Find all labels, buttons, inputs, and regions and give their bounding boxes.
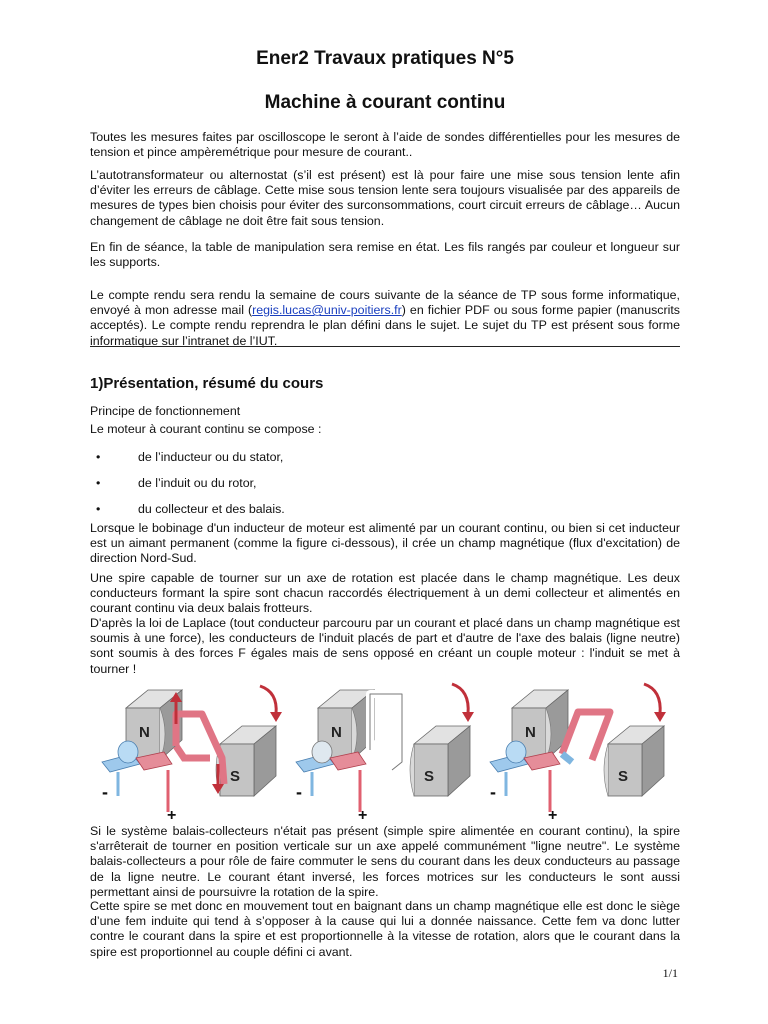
intro-paragraph-4 (90, 288, 680, 349)
page-number: 1/1 (662, 966, 678, 980)
minus-label: - (296, 782, 302, 802)
rotation-arrowhead-icon (462, 712, 474, 722)
report-text-after: ) en fichier PDF ou sous forme papier (manuscrits acceptés). Le compte rendu reprendra le plan défini dans le sujet. Le sujet du TP est présent sous forme informatique sur l’intranet de l’IUT. (90, 303, 680, 348)
south-label: S (618, 768, 629, 785)
paragraph-spire: Une spire capable de tourner sur un axe de rotation est placée dans le champ magnétique. Les deux conducteurs formant la spire sont chacun raccordés électriquement à un demi collecteur et alimentés en courant continu via deux balais frotteurs. (90, 571, 680, 616)
paragraph-inducteur: Lorsque le bobinage d'un inducteur de moteur est alimenté par un courant continu, ou bien si cet inducteur est un aimant permanent (comme la figure ci-dessous), il crée un champ magnétique (flux d'excitation) de direction Nord-Sud. (90, 521, 680, 566)
document-subtitle: Machine à courant continu (264, 92, 506, 113)
diagram-stage-1 (102, 686, 282, 822)
compose-label: Le moteur à courant continu se compose : (90, 422, 322, 436)
rotor-coil-outline (370, 694, 402, 770)
list-item-text: du collecteur et des balais. (138, 502, 285, 516)
south-magnet (410, 726, 470, 796)
intro-paragraph-1: Toutes les mesures faites par oscilloscope le seront à l’aide de sondes différentielles pour les mesures de tension et pince ampèremétrique pour mesure de courant.. (90, 130, 680, 160)
rotor-coil (562, 712, 610, 760)
north-label: N (331, 724, 342, 741)
rotation-arrow-icon (452, 684, 468, 714)
motor-diagram (92, 674, 682, 822)
plus-label: + (167, 807, 177, 822)
commutator (506, 741, 526, 763)
south-magnet (604, 726, 664, 796)
report-text-before: Le compte rendu sera rendu la semaine de cours suivante de la séance de TP sous forme informatique, envoyé à mon adresse mail ( (90, 288, 680, 318)
south-label: S (424, 768, 435, 785)
rotation-arrow-icon (644, 684, 660, 714)
paragraph-fem: Cette spire se met donc en mouvement tout en baignant dans un champ magnétique elle est donc le siège d’une fem induite qui tend à s’opposer à la cause qui lui a donnée naissance. Cette fem va donc lutter contre le courant dans la spire et est proportionnelle à la vitesse de rotation, alors que le courant dans la spire est proportionnel au couple défini ci avant. (90, 899, 680, 959)
north-label: N (139, 724, 150, 741)
rotation-arrowhead-icon (270, 712, 282, 722)
intro-paragraph-2: L’autotransformateur ou alternostat (s’il est présent) est là pour faire une mise sous tension lente afin d’éviter les erreurs de câblage. Cette mise sous tension lente sera toujours visualisée par des appareils de mesures de types bien choisis pour éviter des surconsommations, court circuit erreurs de câblage… Aucun changement de câblage ne doit être fait sous tension. (90, 168, 680, 228)
bullet-icon: • (96, 450, 101, 464)
rotation-arrowhead-icon (654, 712, 666, 722)
paragraph-collecteur: Si le système balais-collecteurs n'était pas présent (simple spire alimentée en courant continu), la spire s'arrêterait de tourner en position verticale sur un axe appelé communément "ligne neutre". Le système balais-collecteurs a pour rôle de faire commuter le sens du courant dans les deux conducteurs au passage de la ligne neutre. Le courant étant inversé, les forces motrices sur les conducteurs le sont aussi permettant ainsi de poursuivre la rotation de la spire. (90, 824, 680, 899)
document-title: Ener2 Travaux pratiques N°5 (256, 48, 514, 69)
email-link[interactable]: regis.lucas@univ-poitiers.fr (252, 303, 402, 318)
plus-label: + (548, 807, 558, 822)
section-heading: 1)Présentation, résumé du cours (90, 375, 324, 392)
commutator (118, 741, 138, 763)
list-item-text: de l’inducteur ou du stator, (138, 450, 284, 464)
bullet-icon: • (96, 502, 101, 516)
intro-paragraph-3: En fin de séance, la table de manipulation sera remise en état. Les fils rangés par couleur et longueur sur les supports. (90, 240, 680, 270)
plus-label: + (358, 807, 368, 822)
commutator (312, 741, 332, 763)
list-item-text: de l’induit ou du rotor, (138, 476, 257, 490)
rotor-coil-base (562, 754, 572, 762)
principe-label: Principe de fonctionnement (90, 404, 241, 418)
north-label: N (525, 724, 536, 741)
bullet-icon: • (96, 476, 101, 490)
rotor-coil-base (176, 746, 210, 758)
minus-label: - (102, 782, 108, 802)
rotor-coil (370, 694, 402, 770)
section-divider (90, 346, 680, 347)
diagram-stage-3 (490, 684, 666, 822)
paragraph-laplace: D'après la loi de Laplace (tout conducteur parcouru par un courant et placé dans un champ magnétique est soumis à une force), les conducteurs de l'induit placés de part et d'autre de l'axe des balais (ligne neutre) sont soumis à des forces F égales mais de sens opposé en créant un couple moteur : l'induit se met à tourner ! (90, 616, 680, 676)
minus-label: - (490, 782, 496, 802)
diagram-stage-2 (296, 684, 474, 822)
rotation-arrow-icon (260, 686, 276, 714)
south-label: S (230, 768, 241, 785)
